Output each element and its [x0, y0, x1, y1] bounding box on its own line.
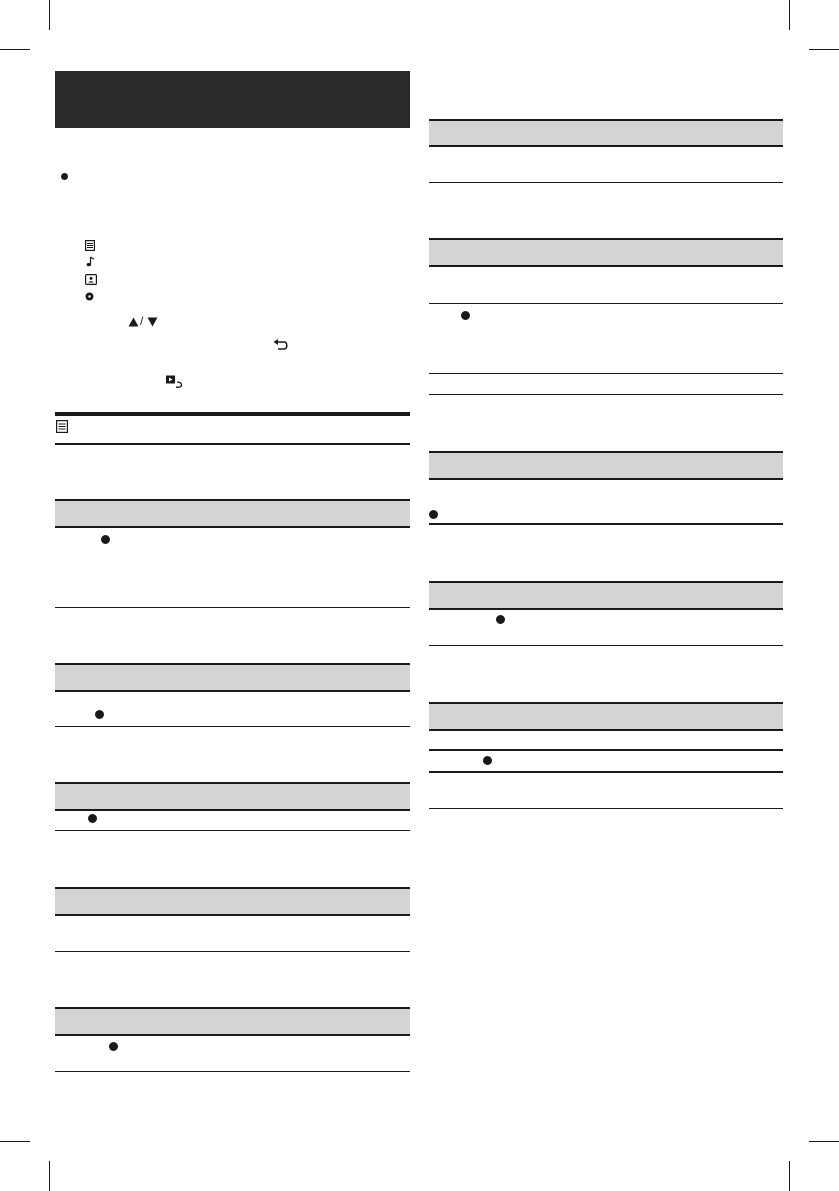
setting-block-end-rule [429, 808, 783, 809]
setting-row-header [429, 120, 783, 146]
crop-mark-top-right-vertical [789, 0, 790, 30]
setting-row-rule [429, 451, 783, 453]
setting-block-end-rule [429, 182, 783, 183]
setting-block-end-rule [429, 394, 783, 395]
section-header-underline [55, 443, 410, 445]
setting-row-rule [429, 238, 783, 240]
arrow-separator: / [140, 314, 144, 328]
disc-icon [85, 292, 94, 301]
default-value-bullet [88, 814, 97, 823]
setting-row-rule [55, 526, 410, 528]
setting-row-header [55, 783, 410, 810]
setting-row-rule [429, 581, 783, 583]
default-value-bullet [496, 615, 505, 624]
default-value-bullet [109, 1042, 118, 1051]
default-value-bullet [101, 535, 110, 544]
setting-row-rule [55, 809, 410, 811]
setting-row-rule [429, 265, 783, 267]
setting-block-end-rule [55, 830, 410, 831]
section-top-rule [55, 412, 410, 416]
setting-row-header [429, 452, 783, 479]
setting-row-header [429, 239, 783, 266]
setting-block-end-rule [55, 607, 410, 608]
setting-row-header [55, 500, 410, 527]
crop-mark-top-left-vertical [49, 0, 50, 30]
setting-row-rule [55, 887, 410, 889]
setting-row-rule [429, 608, 783, 610]
crop-mark-bottom-right-horizontal [809, 1141, 839, 1142]
setting-row-rule [429, 478, 783, 480]
setting-block-end-rule [55, 1071, 410, 1072]
setting-row-rule [55, 782, 410, 784]
setting-row-header [55, 1008, 410, 1035]
setting-row-divider [429, 373, 783, 374]
setting-row-rule [429, 729, 783, 731]
setting-row-rule [429, 119, 783, 121]
default-value-bullet [95, 710, 104, 719]
setting-row-rule [55, 499, 410, 501]
setting-row-divider [429, 771, 783, 773]
setting-row-rule [55, 914, 410, 916]
section-header-icon [56, 420, 68, 433]
setting-row-rule [55, 690, 410, 692]
picture-frame-icon [85, 274, 97, 285]
setting-block-end-rule [429, 645, 783, 646]
crop-mark-bottom-left-horizontal [0, 1141, 30, 1142]
setting-row-rule [429, 145, 783, 147]
music-note-icon [86, 256, 95, 267]
setting-row-rule [55, 663, 410, 665]
source-return-icon [166, 375, 183, 388]
crop-mark-top-right-horizontal [809, 49, 839, 50]
list-settings-icon [85, 240, 95, 251]
setting-block-end-rule [55, 726, 410, 727]
setting-row-rule [55, 1007, 410, 1009]
setting-row-header [55, 664, 410, 691]
setting-block-end-rule [55, 951, 410, 952]
setting-row-rule [429, 702, 783, 704]
setting-row-rule [55, 1034, 410, 1036]
setting-block-end-rule [429, 523, 783, 525]
setting-row-divider [429, 749, 783, 751]
chapter-title-block [55, 71, 410, 128]
down-arrow-icon [147, 317, 158, 327]
default-value-bullet [429, 510, 438, 519]
crop-mark-bottom-left-vertical [49, 1161, 50, 1191]
up-arrow-icon [128, 317, 139, 327]
setting-row-header [55, 888, 410, 915]
default-value-bullet [483, 756, 492, 765]
default-value-bullet [461, 311, 470, 320]
note-bullet [61, 173, 68, 180]
crop-mark-top-left-horizontal [0, 49, 30, 50]
return-arrow-icon [273, 339, 288, 351]
crop-mark-bottom-right-vertical [789, 1161, 790, 1191]
setting-row-header [429, 703, 783, 730]
setting-row-header [429, 582, 783, 609]
setting-row-divider [429, 303, 783, 304]
